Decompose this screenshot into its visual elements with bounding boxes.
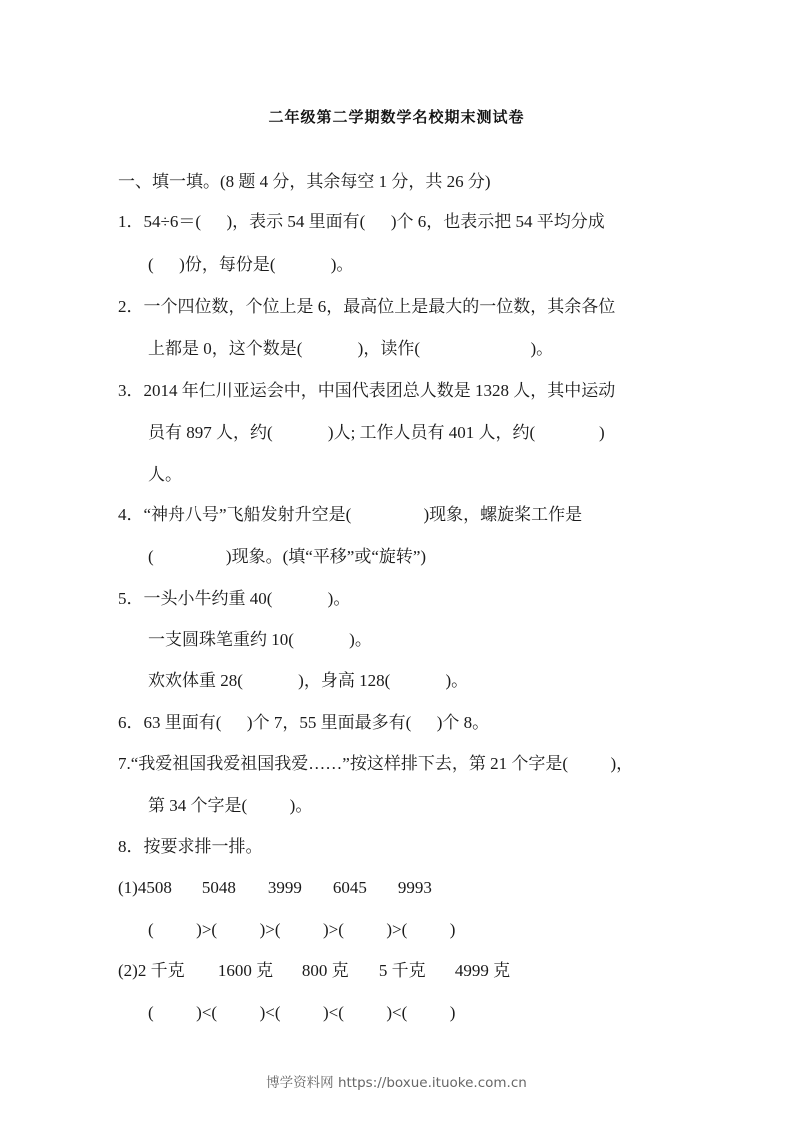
question-4 bbox=[118, 504, 582, 526]
item: 800 克 bbox=[301, 961, 349, 980]
question-2-continued: 上都是 0，这个数是( )，读作( )。 bbox=[148, 339, 554, 358]
question-5 bbox=[118, 588, 350, 610]
exam-title: 二年级第二学期数学名校期末测试卷 bbox=[268, 108, 525, 126]
section-heading: 一、填一填。(8 题 4 分，其余每空 1 分，共 26 分) bbox=[118, 172, 491, 191]
question-number: 6． bbox=[118, 713, 144, 732]
part-label: (1) bbox=[118, 878, 138, 897]
footer-watermark: 博学资料网 https://boxue.ituoke.com.cn bbox=[266, 1075, 527, 1091]
item: 4999 克 bbox=[454, 961, 511, 980]
item: 5 千克 bbox=[378, 961, 426, 980]
item: 3999 bbox=[267, 878, 302, 897]
question-text: 一个四位数，个位上是 6，最高位上是最大的一位数，其余各位 bbox=[143, 297, 616, 316]
question-1-continued: ( )份，每份是( )。 bbox=[148, 255, 354, 274]
question-number: 8． bbox=[118, 837, 144, 856]
item: 2 千克 bbox=[137, 961, 185, 980]
question-text: 54÷6＝( )，表示 54 里面有( )个 6，也表示把 54 平均分成 bbox=[143, 212, 605, 231]
question-1 bbox=[118, 211, 605, 233]
question-3-continued-2: 人。 bbox=[148, 465, 182, 484]
question-8-part-2-items bbox=[118, 960, 510, 982]
item: 4508 bbox=[137, 878, 172, 897]
item: 9993 bbox=[397, 878, 432, 897]
item: 1600 克 bbox=[217, 961, 274, 980]
item: 6045 bbox=[332, 878, 367, 897]
question-text: 一头小牛约重 40( )。 bbox=[143, 589, 351, 608]
question-number: 4． bbox=[118, 505, 144, 524]
question-4-continued: ( )现象。(填“平移”或“旋转”) bbox=[148, 547, 427, 566]
question-5-line-2: 一支圆珠笔重约 10( )。 bbox=[148, 630, 372, 649]
question-number: 3． bbox=[118, 381, 144, 400]
question-text: 按要求排一排。 bbox=[143, 837, 263, 856]
question-8 bbox=[118, 836, 263, 858]
question-3 bbox=[118, 380, 615, 402]
question-5-line-3: 欢欢体重 28( )，身高 128( )。 bbox=[148, 671, 469, 690]
question-number: 2． bbox=[118, 297, 144, 316]
question-8-part-1-items bbox=[118, 877, 432, 899]
question-8-part-2-answer: ( )<( )<( )<( )<( ) bbox=[148, 1003, 456, 1022]
question-text: “我爱祖国我爱祖国我爱……”按这样排下去，第 21 个字是( )， bbox=[130, 754, 634, 773]
question-number: 7. bbox=[118, 754, 131, 773]
question-text: 63 里面有( )个 7，55 里面最多有( )个 8。 bbox=[143, 713, 490, 732]
question-2 bbox=[118, 296, 615, 318]
question-6 bbox=[118, 712, 489, 734]
question-7 bbox=[118, 753, 633, 775]
question-number: 5． bbox=[118, 589, 144, 608]
question-3-continued: 员有 897 人，约( )人; 工作人员有 401 人，约( ) bbox=[148, 423, 605, 442]
question-7-continued: 第 34 个字是( )。 bbox=[148, 796, 313, 815]
question-text: “神舟八号”飞船发射升空是( )现象，螺旋桨工作是 bbox=[143, 505, 583, 524]
item: 5048 bbox=[201, 878, 236, 897]
part-label: (2) bbox=[118, 961, 138, 980]
question-text: 2014 年仁川亚运会中，中国代表团总人数是 1328 人，其中运动 bbox=[143, 381, 616, 400]
question-number: 1． bbox=[118, 212, 144, 231]
question-8-part-1-answer: ( )>( )>( )>( )>( ) bbox=[148, 920, 456, 939]
